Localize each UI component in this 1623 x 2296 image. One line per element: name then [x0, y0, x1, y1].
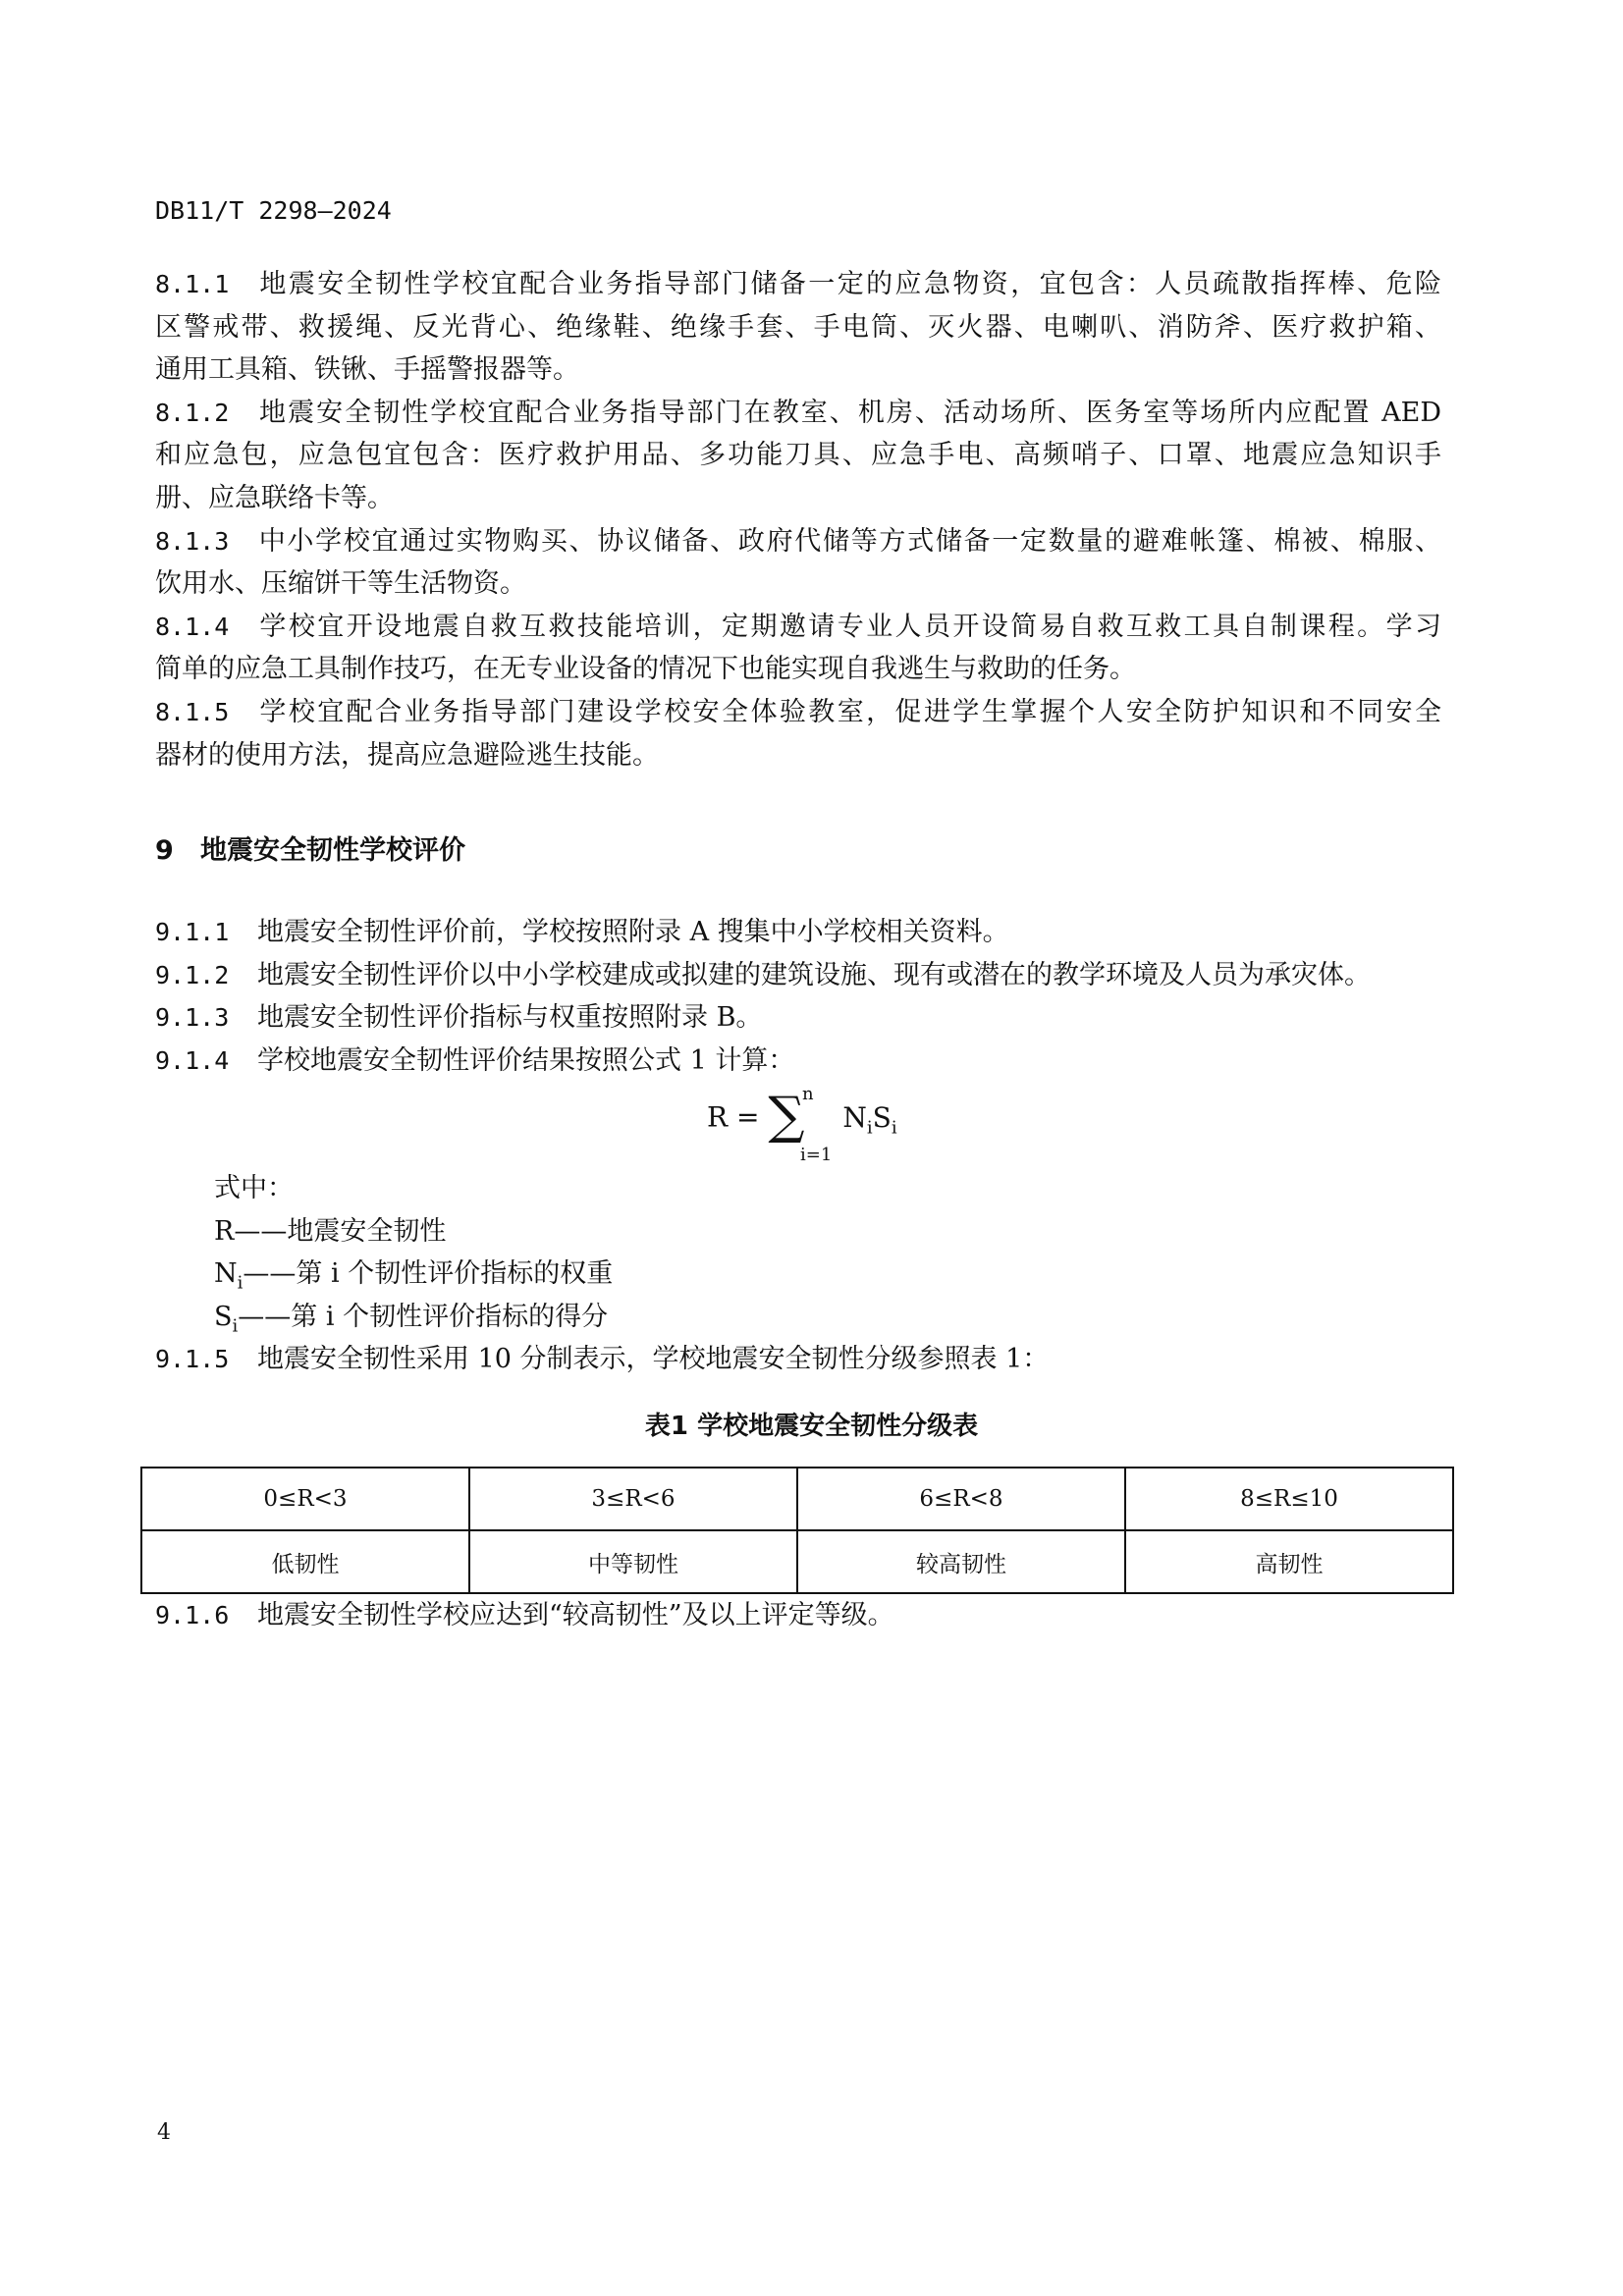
clause-number: 8.1.2	[155, 398, 230, 427]
table-cell: 6≤R<8	[797, 1468, 1125, 1530]
table-row	[141, 1530, 1453, 1593]
clause-8-1-4	[155, 606, 1441, 691]
clause-text: 地震安全韧性评价前，学校按照附录 A 搜集中小学校相关资料。	[257, 917, 1009, 947]
clause-9-1-2	[155, 954, 1441, 997]
sigma-symbol: ∑	[768, 1087, 805, 1146]
table-row	[141, 1468, 1453, 1530]
clause-number: 8.1.1	[155, 270, 230, 298]
clause-8-1-2	[155, 392, 1441, 520]
symbol-s: S	[872, 1100, 892, 1134]
table-cell: 8≤R≤10	[1125, 1468, 1453, 1530]
legend-n	[214, 1253, 613, 1296]
clause-text: 地震安全韧性学校应达到“较高韧性”及以上评定等级。	[257, 1600, 894, 1630]
legend-text: ——第 i 个韧性评价指标的权重	[243, 1258, 614, 1290]
section-9-heading	[155, 828, 465, 867]
clause-9-1-6	[155, 1594, 1441, 1637]
clause-9-1-5	[155, 1338, 1441, 1381]
clause-8-1-5	[155, 691, 1441, 776]
clause-text: 通用工具箱、铁锹、手摇警报器等。	[155, 354, 579, 386]
clause-text: 地震安全韧性学校宜配合业务指导部门在教室、机房、活动场所、医务室等场所内应配置 AED	[257, 397, 1441, 428]
subscript: i	[891, 1117, 897, 1139]
clause-number: 9.1.5	[155, 1345, 230, 1373]
section-8-clauses	[155, 263, 1441, 776]
clause-number: 9.1.4	[155, 1045, 230, 1075]
clause-number: 9.1.3	[155, 1003, 230, 1033]
clause-text: 学校宜配合业务指导部门建设学校安全体验教室，促进学生掌握个人安全防护知识和不同安全	[257, 696, 1441, 727]
clause-text: 区警戒带、救援绳、反光背心、绝缘鞋、绝缘手套、手电筒、灭火器、电喇叭、消防斧、医疗救护箱、	[155, 311, 1441, 343]
clause-text: 和应急包，应急包宜包含：医疗救护用品、多功能刀具、应急手电、高频哨子、口罩、地震应急知识手	[155, 440, 1441, 471]
clause-number: 8.1.5	[155, 697, 230, 726]
clause-text: 地震安全韧性学校宜配合业务指导部门储备一定的应急物资，宜包含：人员疏散指挥棒、危险	[257, 269, 1441, 299]
formula-1	[707, 1084, 897, 1165]
clause-text: 地震安全韧性评价以中小学校建成或拟建的建筑设施、现有或潜在的教学环境及人员为承灾体。	[257, 959, 1371, 990]
clause-9-1-4	[155, 1040, 1441, 1083]
table-cell: 较高韧性	[797, 1530, 1125, 1593]
table-cell: 0≤R<3	[141, 1468, 469, 1530]
symbol-s: S	[214, 1301, 233, 1332]
table-title: 表1 学校地震安全韧性分级表	[644, 1412, 979, 1441]
table-cell: 中等韧性	[469, 1530, 797, 1593]
symbol-n: N	[842, 1100, 867, 1134]
clause-9-1-3	[155, 996, 1441, 1040]
clause-9-1-1	[155, 911, 1441, 954]
subscript: i	[237, 1272, 243, 1294]
section-number: 9	[155, 835, 174, 866]
clause-text: 简单的应急工具制作技巧，在无专业设备的情况下也能实现自我逃生与救助的任务。	[155, 654, 1136, 685]
document-header: DB11/T 2298—2024	[155, 196, 392, 225]
clause-text: 器材的使用方法，提高应急避险逃生技能。	[155, 739, 659, 771]
clause-number: 8.1.4	[155, 612, 230, 641]
clause-text: 学校宜开设地震自救互救技能培训，定期邀请专业人员开设简易自救互救工具自制课程。学习	[257, 611, 1441, 642]
formula-lhs: R =	[707, 1100, 760, 1134]
section-title: 地震安全韧性学校评价	[200, 835, 465, 866]
clause-text: 饮用水、压缩饼干等生活物资。	[155, 568, 526, 600]
clause-8-1-1	[155, 263, 1441, 392]
clause-number: 8.1.3	[155, 526, 230, 556]
formula-legend	[214, 1167, 613, 1338]
clause-text: 册、应急联络卡等。	[155, 482, 394, 513]
legend-text: ——第 i 个韧性评价指标的得分	[238, 1301, 609, 1332]
subscript: i	[866, 1117, 873, 1139]
clause-number: 9.1.2	[155, 960, 230, 989]
clause-text: 地震安全韧性采用 10 分制表示，学校地震安全韧性分级参照表 1：	[257, 1344, 1050, 1374]
table-cell: 高韧性	[1125, 1530, 1453, 1593]
resilience-grade-table	[140, 1467, 1454, 1594]
symbol-n: N	[214, 1258, 238, 1290]
sum-lower-limit: i=1	[800, 1145, 833, 1165]
clause-number: 9.1.6	[155, 1601, 230, 1629]
clause-8-1-3	[155, 520, 1441, 606]
clause-text: 学校地震安全韧性评价结果按照公式 1 计算：	[257, 1044, 795, 1076]
legend-s	[214, 1296, 613, 1339]
section-9-clauses	[155, 911, 1441, 1082]
formula-body	[842, 1100, 897, 1139]
subscript: i	[232, 1315, 239, 1337]
page-number: 4	[157, 2120, 171, 2145]
table-cell: 3≤R<6	[469, 1468, 797, 1530]
clause-number: 9.1.1	[155, 918, 230, 946]
legend-r: R——地震安全韧性	[214, 1215, 447, 1247]
sum-upper-limit: n	[802, 1084, 814, 1104]
clause-text: 中小学校宜通过实物购买、协议储备、政府代储等方式储备一定数量的避难帐篷、棉被、棉服、	[257, 525, 1441, 557]
table-cell: 低韧性	[141, 1530, 469, 1593]
legend-label: 式中：	[214, 1173, 294, 1203]
clause-text: 地震安全韧性评价指标与权重按照附录 B。	[257, 1002, 763, 1034]
